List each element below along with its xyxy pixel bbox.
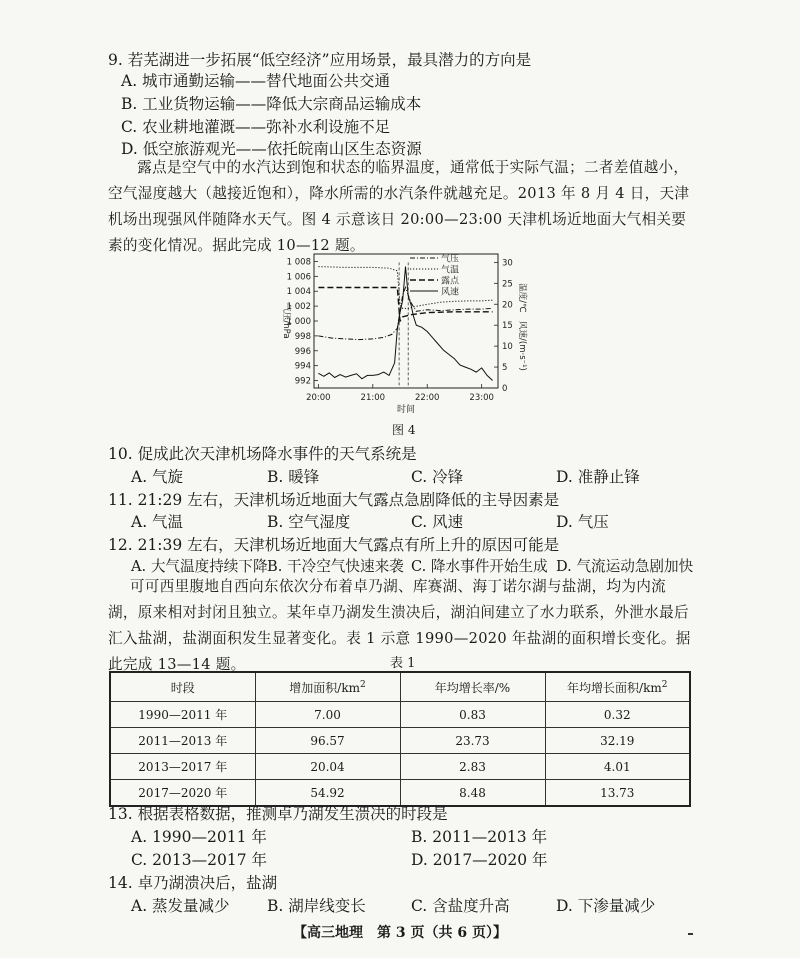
table-header-annual-area-sup: 2: [661, 679, 668, 690]
y-right-tick-label: 30: [502, 258, 513, 269]
question-11-stem: 11. 21:29 左右，天津机场近地面大气露点急剧降低的主导因素是: [108, 491, 560, 509]
question-10-option-a: A. 气旋: [131, 468, 184, 486]
table-cell: 96.57: [255, 728, 400, 754]
question-10-option-c: C. 冷锋: [411, 468, 464, 486]
question-11-option-c: C. 风速: [411, 513, 464, 531]
table-cell: 2.83: [400, 754, 545, 780]
figure-4-svg: [262, 244, 542, 424]
table-cell: 2017—2020 年: [110, 780, 255, 807]
question-9-option-b: B. 工业货物运输——降低大宗商品运输成本: [121, 95, 422, 113]
table-header-added-area: [255, 672, 400, 702]
table-header-annual-area: [545, 672, 690, 702]
legend-label: 气压: [441, 254, 460, 265]
question-12-option-a: A. 大气温度持续下降: [131, 558, 268, 575]
table-cell: 2013—2017 年: [110, 754, 255, 780]
table-row: [110, 780, 690, 807]
legend-label: 风速: [441, 287, 460, 298]
y-left-tick-label: 992: [294, 376, 311, 387]
table-cell: 7.00: [255, 702, 400, 728]
question-13-option-c: C. 2013—2017 年: [131, 851, 267, 869]
table-row: [110, 728, 690, 754]
question-10-stem: 10. 促成此次天津机场降水事件的天气系统是: [108, 445, 417, 463]
y-left-tick-label: 1 008: [286, 257, 311, 268]
table-cell: 4.01: [545, 754, 690, 780]
figure-4-chart: [262, 244, 542, 424]
table-row: [110, 754, 690, 780]
question-11-option-d: D. 气压: [556, 513, 609, 531]
y-left-tick-label: 1 002: [286, 302, 311, 313]
corner-mark: [688, 933, 693, 935]
table-cell: 0.32: [545, 702, 690, 728]
table-1: [109, 671, 691, 807]
y-right-axis-label: 温度/℃ 风速/(m·s⁻¹): [517, 283, 527, 371]
x-axis-label: 时间: [396, 405, 416, 415]
question-11-option-a: A. 气温: [131, 513, 184, 531]
series-line-风速: [318, 267, 492, 381]
y-left-tick-label: 998: [294, 331, 311, 342]
question-11-option-b: B. 空气湿度: [267, 513, 351, 531]
figure-4-caption: 图 4: [392, 423, 416, 437]
table-header-period: 时段: [110, 672, 255, 702]
question-12-stem: 12. 21:39 左右，天津机场近地面大气露点有所上升的原因可能是: [108, 536, 560, 554]
question-13-option-d: D. 2017—2020 年: [411, 851, 548, 869]
table-cell: 13.73: [545, 780, 690, 807]
series-line-露点: [318, 288, 492, 322]
question-10-option-d: D. 准静止锋: [556, 468, 640, 486]
question-12-option-c: C. 降水事件开始生成: [411, 558, 548, 575]
question-14-option-b: B. 湖岸线变长: [267, 897, 366, 915]
y-right-tick-label: 0: [502, 384, 508, 394]
y-right-tick-label: 15: [502, 321, 513, 332]
question-9-stem: 9. 若芜湖进一步拓展“低空经济”应用场景，最具潜力的方向是: [108, 51, 532, 69]
y-left-tick-label: 994: [294, 361, 311, 372]
question-14-option-c: C. 含盐度升高: [411, 897, 510, 915]
table-cell: 20.04: [255, 754, 400, 780]
table-cell: 0.83: [400, 702, 545, 728]
table-cell: 32.19: [545, 728, 690, 754]
series-line-气压: [318, 288, 492, 340]
x-tick-label: 23:00: [469, 393, 494, 403]
table-cell: 2011—2013 年: [110, 728, 255, 754]
question-9-option-c: C. 农业耕地灌溉——弥补水利设施不足: [121, 118, 391, 136]
y-left-axis-label: 气压/hPa: [281, 303, 291, 339]
table-header-added-area-text: 增加面积/km: [289, 680, 360, 695]
y-right-tick-label: 10: [502, 342, 513, 353]
y-right-tick-label: 20: [502, 300, 513, 311]
table-cell: 8.48: [400, 780, 545, 807]
x-tick-label: 22:00: [414, 393, 440, 403]
y-left-tick-label: 996: [294, 346, 311, 357]
y-left-tick-label: 1 000: [286, 317, 311, 327]
question-9-option-d: D. 低空旅游观光——依托皖南山区生态资源: [121, 140, 422, 158]
page-footer: 【高三地理 第 3 页（共 6 页）】: [293, 925, 507, 941]
table-cell: 23.73: [400, 728, 545, 754]
question-12-option-d: D. 气流运动急剧加快: [556, 558, 694, 575]
table-header-added-area-sup: 2: [359, 679, 366, 690]
table-header-growth-rate: 年均增长率/%: [400, 672, 545, 702]
legend-label: 露点: [441, 276, 460, 287]
question-13-stem: 13. 根据表格数据，推测卓乃湖发生溃决的时段是: [108, 805, 448, 823]
y-left-tick-label: 1 006: [286, 272, 311, 283]
y-right-tick-label: 5: [502, 363, 508, 374]
table-header-row: [110, 672, 690, 702]
x-tick-label: 20:00: [306, 393, 331, 403]
y-right-tick-label: 25: [502, 279, 513, 290]
x-tick-label: 21:00: [360, 393, 386, 403]
table-1-caption: 表 1: [390, 656, 416, 671]
question-12-option-b: B. 干冷空气快速来袭: [267, 558, 404, 575]
passage-dew-point: 露点是空气中的水汽达到饱和状态的临界温度，通常低于实际气温；二者差值越小，空气湿度越大（越接近饱和），降水所需的水汽条件就越充足。2013 年 8 月 4 日，天津机场出现强风伴随降水天气。图 4 示意该日 20:00—23:00 天津机场近地面大气相关要素的变化情况。据此完成 10—12 题。: [108, 159, 690, 254]
question-13-option-a: A. 1990—2011 年: [131, 828, 267, 846]
question-14-option-a: A. 蒸发量减少: [131, 897, 230, 915]
table-header-annual-area-text: 年均增长面积/km: [567, 680, 662, 695]
question-14-stem: 14. 卓乃湖溃决后，盐湖: [108, 874, 278, 892]
passage-salt-lake: 可可西里腹地自西向东依次分布着卓乃湖、库赛湖、海丁诺尔湖与盐湖，均为内流湖，原来相对封闭且独立。某年卓乃湖发生溃决后，湖泊间建立了水力联系，外泄水最后汇入盐湖，盐湖面积发生显著变化。表 1 示意 1990—2020 年盐湖的面积增长变化。据此完成 13—14 题。: [108, 578, 691, 673]
question-14-option-d: D. 下渗量减少: [556, 897, 656, 915]
table-cell: 54.92: [255, 780, 400, 807]
legend-label: 气温: [441, 265, 460, 276]
table-row: [110, 702, 690, 728]
question-13-option-b: B. 2011—2013 年: [411, 828, 548, 846]
table-cell: 1990—2011 年: [110, 702, 255, 728]
y-left-tick-label: 1 004: [286, 287, 311, 298]
question-10-option-b: B. 暖锋: [267, 468, 320, 486]
question-9-option-a: A. 城市通勤运输——替代地面公共交通: [121, 72, 391, 90]
